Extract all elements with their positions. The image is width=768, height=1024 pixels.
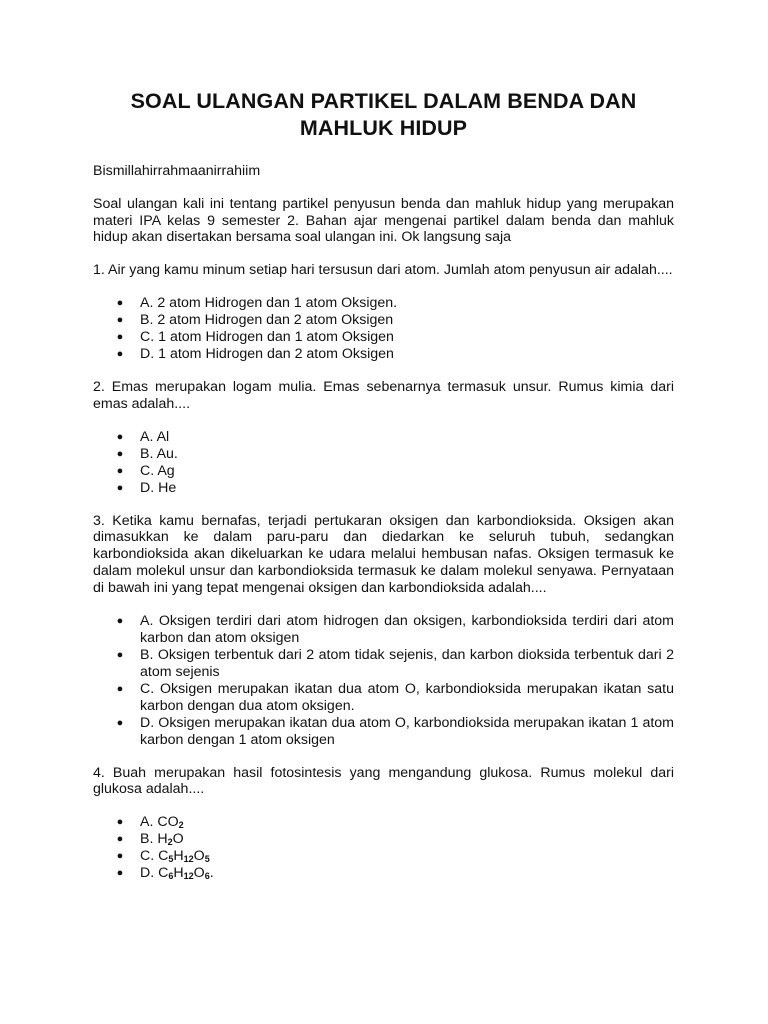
question-1 xyxy=(93,262,674,363)
formula-subscript: 2 xyxy=(167,837,173,848)
answer-option xyxy=(116,345,674,363)
answer-option xyxy=(116,646,674,681)
formula-subscript: 6 xyxy=(168,871,174,882)
answer-option-text: D. Oksigen merupakan ikatan dua atom O, karbondioksida merupakan ikatan 1 atom karbon dengan 1 atom oksigen xyxy=(140,714,674,748)
answer-option-label: D. xyxy=(140,865,159,882)
answer-option xyxy=(116,612,674,647)
bullet-icon: ● xyxy=(116,347,124,360)
answer-option xyxy=(116,294,674,312)
answer-option-text: B. Au. xyxy=(140,445,178,462)
answer-options xyxy=(93,295,674,363)
answer-option-text: B. 2 atom Hidrogen dan 2 atom Oksigen xyxy=(140,311,394,328)
question-text: 1. Air yang kamu minum setiap hari tersusun dari atom. Jumlah atom penyusun air adalah.... xyxy=(93,262,673,279)
answer-option xyxy=(116,462,674,480)
bullet-icon: ● xyxy=(116,716,124,729)
answer-option xyxy=(116,714,674,749)
answer-option-text: D. 1 atom Hidrogen dan 2 atom Oksigen xyxy=(140,345,394,362)
formula-symbol: H xyxy=(173,848,184,865)
formula-subscript: 6 xyxy=(204,871,210,882)
question-3 xyxy=(93,513,674,749)
formula-subscript: 5 xyxy=(204,854,210,865)
answer-option-text: A. Oksigen terdiri dari atom hidrogen dan oksigen, karbondioksida terdiri dari atom karbon dan atom oksigen xyxy=(140,612,674,646)
answer-option-text: D. He xyxy=(140,479,177,496)
formula-symbol: C xyxy=(158,865,169,882)
bullet-icon: ● xyxy=(116,447,124,460)
answer-option xyxy=(116,445,674,463)
bullet-icon: ● xyxy=(116,481,124,494)
document-title: SOAL ULANGAN PARTIKEL DALAM BENDA DAN MAHLUK HIDUP xyxy=(130,89,637,140)
answer-option xyxy=(116,680,674,715)
bullet-icon: ● xyxy=(116,296,124,309)
bullet-icon: ● xyxy=(116,464,124,477)
chemical-formula xyxy=(158,848,210,864)
bullet-icon: ● xyxy=(116,648,124,661)
answer-option-text: C. Oksigen merupakan ikatan dua atom O, karbondioksida merupakan ikatan satu karbon dengan dua atom oksigen. xyxy=(140,680,674,714)
answer-option-label: C. xyxy=(140,848,159,865)
answer-option-text: A. Al xyxy=(140,428,170,445)
formula-symbol: . xyxy=(209,865,214,882)
answer-option-text: A. 2 atom Hidrogen dan 1 atom Oksigen. xyxy=(140,294,398,311)
bullet-icon: ● xyxy=(116,833,124,846)
question-text: 4. Buah merupakan hasil fotosintesis yang mengandung glukosa. Rumus molekul dari glukosa adalah.... xyxy=(93,764,674,798)
bullet-icon: ● xyxy=(116,816,124,829)
bullet-icon: ● xyxy=(116,430,124,443)
greeting-text: Bismillahirrahmaanirrahiim xyxy=(93,163,261,179)
formula-symbol: O xyxy=(193,865,205,882)
answer-option-label: A. xyxy=(140,814,158,831)
answer-option xyxy=(116,328,674,346)
formula-symbol: O xyxy=(193,848,205,865)
intro-paragraph: Soal ulangan kali ini tentang partikel penyusun benda dan mahluk hidup yang merupakan materi IPA kelas 9 semester 2. Bahan ajar mengenai partikel dalam benda dan mahluk hidup akan disertakan bersama soal ulangan ini. Ok langsung saja xyxy=(93,195,674,246)
answer-option xyxy=(116,831,674,848)
bullet-icon: ● xyxy=(116,850,124,863)
bullet-icon: ● xyxy=(116,614,124,627)
answer-options xyxy=(93,429,674,497)
answer-options xyxy=(93,613,674,749)
question-text: 2. Emas merupakan logam mulia. Emas sebenarnya termasuk unsur. Rumus kimia dari emas adalah.... xyxy=(93,378,674,412)
answer-option xyxy=(116,814,674,831)
formula-subscript: 12 xyxy=(183,854,194,865)
answer-option-text: C. Ag xyxy=(140,462,175,479)
formula-subscript: 2 xyxy=(178,820,184,831)
answer-option-text: B. Oksigen terbentuk dari 2 atom tidak sejenis, dan karbon dioksida terbentuk dari 2 atom sejenis xyxy=(140,646,674,680)
answer-option xyxy=(116,865,674,882)
formula-symbol: C xyxy=(158,848,169,865)
question-4 xyxy=(93,765,674,883)
chemical-formula xyxy=(157,831,183,847)
answer-options xyxy=(93,814,674,882)
answer-option-text: C. 1 atom Hidrogen dan 1 atom Oksigen xyxy=(140,328,394,345)
formula-symbol: H xyxy=(173,865,184,882)
answer-option xyxy=(116,311,674,329)
answer-option xyxy=(116,479,674,497)
chemical-formula xyxy=(158,865,214,881)
formula-subscript: 12 xyxy=(183,871,194,882)
answer-option xyxy=(116,428,674,446)
bullet-icon: ● xyxy=(116,330,124,343)
bullet-icon: ● xyxy=(116,313,124,326)
chemical-formula xyxy=(157,814,183,830)
formula-symbol: H xyxy=(157,831,168,848)
bullet-icon: ● xyxy=(116,682,124,695)
answer-option xyxy=(116,848,674,865)
question-text: 3. Ketika kamu bernafas, terjadi pertukaran oksigen dan karbondioksida. Oksigen akan dimasukkan ke dalam paru-paru dan diedarkan ke seluruh tubuh, sedangkan karbondioksida akan dikeluarkan ke udara melalui hembusan nafas. Oksigen termasuk ke dalam molekul unsur dan karbondioksida termasuk ke dalam molekul senyawa. Pernyataan di bawah ini yang tepat mengenai oksigen dan karbondioksida adalah.... xyxy=(93,512,674,596)
formula-symbol: CO xyxy=(157,814,179,831)
formula-subscript: 5 xyxy=(168,854,174,865)
bullet-icon: ● xyxy=(116,867,124,880)
question-2 xyxy=(93,379,674,497)
answer-option-label: B. xyxy=(140,831,158,848)
formula-symbol: O xyxy=(172,831,184,848)
